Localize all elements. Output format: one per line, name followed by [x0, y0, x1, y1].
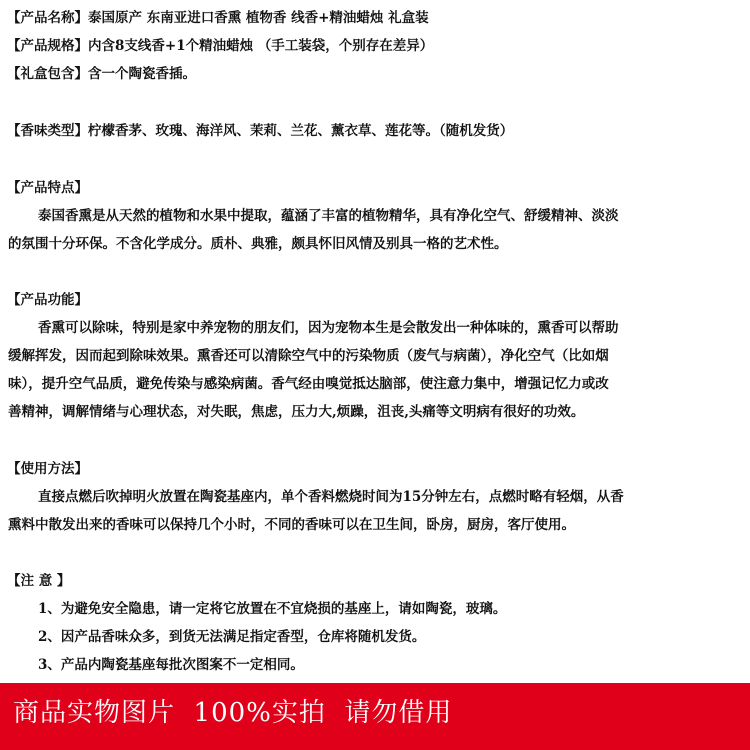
fragrance-types-line: 【香味类型】柠檬香茅、玫瑰、海洋风、茉莉、兰花、薰衣草、莲花等。（随机发货） — [7, 123, 514, 139]
product-spec-line: 【产品规格】内含8支线香+1个精油蜡烛 （手工装袋，个别存在差异） — [7, 38, 434, 54]
functions-line-4: 善精神，调解情绪与心理状态，对失眠，焦虑，压力大,烦躁，沮丧,头痛等文明病有很好的功效。 — [8, 404, 585, 420]
usage-line-1: 直接点燃后吹掉明火放置在陶瓷基座内，单个香料燃烧时间为15分钟左右，点燃时略有轻烟，从香 — [38, 489, 624, 505]
product-name-line: 【产品名称】泰国原产 东南亚进口香熏 植物香 线香+精油蜡烛 礼盒装 — [7, 10, 429, 26]
note-item-3: 3、产品内陶瓷基座每批次图案不一定相同。 — [38, 657, 304, 673]
features-line-1: 泰国香熏是从天然的植物和水果中提取，蕴涵了丰富的植物精华，具有净化空气、舒缓精神、淡淡 — [38, 208, 619, 224]
features-heading: 【产品特点】 — [7, 180, 88, 196]
notes-heading: 【注 意 】 — [7, 573, 71, 589]
features-line-2: 的氛围十分环保。不含化学成分。质朴、典雅，颇具怀旧风情及别具一格的艺术性。 — [8, 236, 508, 252]
note-item-2: 2、因产品香味众多，到货无法满足指定香型，仓库将随机发货。 — [38, 629, 426, 645]
usage-line-2: 熏料中散发出来的香味可以保持几个小时，不同的香味可以在卫生间，卧房，厨房，客厅使用。 — [8, 517, 575, 533]
gift-box-line: 【礼盒包含】含一个陶瓷香插。 — [7, 66, 196, 82]
functions-line-2: 缓解挥发，因而起到除味效果。熏香还可以清除空气中的污染物质（废气与病菌），净化空气（比如烟 — [8, 348, 609, 364]
footer-banner — [0, 683, 750, 750]
footer-text: 商品实物图片 100%实拍 请勿借用 — [13, 698, 453, 728]
functions-line-3: 味），提升空气品质，避免传染与感染病菌。香气经由嗅觉抵达脑部，使注意力集中，增强记忆力或改 — [8, 376, 609, 392]
functions-line-1: 香熏可以除味，特别是家中养宠物的朋友们，因为宠物本生是会散发出一种体味的，熏香可以帮助 — [38, 320, 619, 336]
usage-heading: 【使用方法】 — [7, 461, 88, 477]
functions-heading: 【产品功能】 — [7, 292, 88, 308]
note-item-1: 1、为避免安全隐患，请一定将它放置在不宜烧损的基座上，请如陶瓷，玻璃。 — [38, 601, 507, 617]
